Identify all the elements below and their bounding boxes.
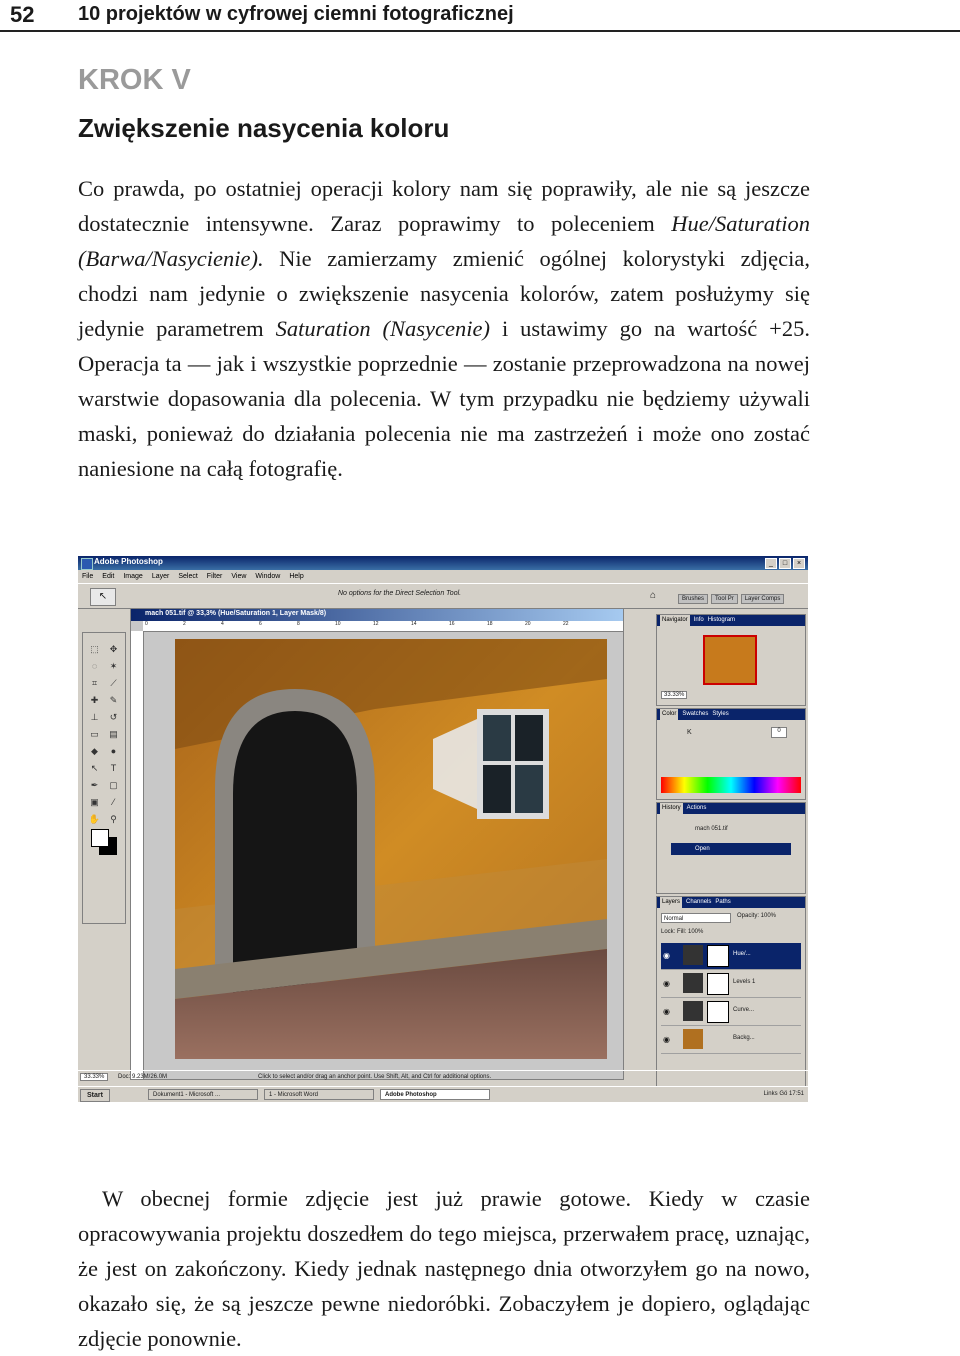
stamp-icon[interactable]: ⊥ (90, 712, 99, 722)
tab-color[interactable]: Color (660, 709, 678, 720)
tab-navigator[interactable]: Navigator (660, 615, 690, 626)
document-title: mach 051.tif @ 33,3% (Hue/Saturation 1, Layer Mask/8) (145, 610, 327, 617)
palette-well-icon[interactable]: ⌂ (650, 590, 657, 601)
color-channel-label: K (687, 729, 692, 736)
menu-image[interactable]: Image (123, 573, 143, 580)
ruler-mark: 10 (335, 621, 341, 627)
start-button[interactable]: Start (80, 1089, 110, 1102)
document-title-bar (131, 609, 623, 621)
dodge-icon[interactable]: ● (110, 746, 117, 756)
tab-channels[interactable]: Channels (686, 899, 712, 905)
page-number: 52 (10, 2, 35, 27)
tab-actions[interactable]: Actions (686, 805, 707, 811)
layer-name: Backg... (733, 1035, 755, 1041)
photoshop-screenshot (78, 556, 808, 1102)
type-icon[interactable]: T (110, 763, 117, 773)
move-icon[interactable]: ✥ (109, 644, 118, 654)
tab-info[interactable]: Info (693, 617, 704, 623)
history-snapshot[interactable]: mach 051.tif (695, 826, 728, 832)
magic-wand-icon[interactable]: ✶ (109, 661, 118, 671)
color-spectrum[interactable] (661, 777, 801, 793)
toolbox (82, 632, 126, 924)
layer-thumb (683, 1001, 703, 1021)
section-title: Zwiększenie nasycenia koloru (78, 113, 450, 143)
notes-icon[interactable]: ▣ (90, 797, 99, 807)
tab-histogram[interactable]: Histogram (707, 617, 736, 623)
horizontal-ruler (143, 621, 623, 632)
ruler-mark: 16 (449, 621, 455, 627)
menu-file[interactable]: File (82, 573, 94, 580)
layer-name: Hue/... (733, 951, 751, 957)
menu-filter[interactable]: Filter (206, 573, 223, 580)
color-panel (656, 708, 806, 800)
document-window (130, 608, 624, 1080)
page-header (0, 0, 960, 32)
minimize-icon[interactable]: _ (765, 558, 777, 569)
status-bar (78, 1070, 808, 1085)
shape-icon[interactable]: ▢ (109, 780, 118, 790)
menu-help[interactable]: Help (289, 573, 304, 580)
history-brush-icon[interactable]: ↺ (109, 712, 118, 722)
ruler-mark: 12 (373, 621, 379, 627)
options-bar (78, 583, 808, 609)
navigator-panel (656, 614, 806, 706)
windows-taskbar (78, 1086, 808, 1102)
ruler-mark: 8 (297, 621, 300, 627)
navigator-thumbnail[interactable] (703, 635, 757, 685)
marquee-icon[interactable]: ⬚ (90, 644, 99, 654)
body-paragraph-2: W obecnej formie zdjęcie jest już prawie gotowe. Kiedy w czasie opracowywania projektu doszedłem do tego miejsca, przerwałem pracę, uznając, że jest on zakończony. Kiedy jednak następnego dnia otworzyłem go na nowo, okazało się, że są jeszcze pewne niedoróbki. Zobaczyłem je dopiero, oglądając zdjęcie ponownie. (78, 1186, 810, 1351)
maximize-icon[interactable]: □ (779, 558, 791, 569)
tab-history[interactable]: History (660, 803, 683, 814)
crop-icon[interactable]: ⌗ (91, 678, 98, 688)
ruler-mark: 20 (525, 621, 531, 627)
layers-panel (656, 896, 806, 1093)
layer-thumb (683, 945, 703, 965)
vertical-ruler (131, 631, 144, 1079)
menu-bar (78, 570, 808, 583)
foreground-color-swatch[interactable] (91, 829, 109, 847)
ruler-mark: 4 (221, 621, 224, 627)
layer-name: Curve... (733, 1007, 755, 1013)
ruler-mark: 6 (259, 621, 262, 627)
app-title-bar (78, 556, 808, 570)
taskbar-item[interactable]: 1 - Microsoft Word (264, 1089, 374, 1100)
layer-mask-thumb (707, 945, 729, 967)
direct-selection-icon[interactable]: ↖ (90, 588, 116, 606)
healing-icon[interactable]: ✚ (90, 695, 99, 705)
eraser-icon[interactable]: ▭ (90, 729, 99, 739)
photoshop-logo-icon (81, 558, 93, 570)
app-title: Adobe Photoshop (94, 557, 163, 566)
ruler-mark: 0 (145, 621, 148, 627)
eye-icon[interactable]: ◉ (663, 951, 670, 960)
status-doc-size: Doc: 9.23M/26.0M (118, 1074, 168, 1080)
status-zoom[interactable]: 33.33% (80, 1073, 108, 1081)
layer-row[interactable] (661, 971, 801, 998)
status-hint: Click to select and/or drag an anchor point. Use Shift, Alt, and Ctrl for additional options. (258, 1074, 492, 1080)
menu-layer[interactable]: Layer (151, 573, 170, 580)
layer-thumb (683, 973, 703, 993)
running-title: 10 projektów w cyfrowej ciemni fotograficznej (78, 3, 514, 25)
options-message: No options for the Direct Selection Tool. (338, 590, 462, 597)
menu-view[interactable]: View (231, 573, 247, 580)
eye-icon[interactable]: ◉ (663, 1035, 670, 1044)
tab-styles[interactable]: Styles (712, 711, 729, 717)
pen-icon[interactable]: ✒ (90, 780, 99, 790)
slice-icon[interactable]: ⟋ (110, 678, 117, 688)
system-tray: Links Gö 17:51 (763, 1091, 804, 1097)
document-photo[interactable] (175, 639, 607, 1059)
tab-layers[interactable]: Layers (660, 897, 682, 908)
gradient-icon[interactable]: ▤ (109, 729, 118, 739)
step-label: KROK V (78, 64, 191, 96)
tab-swatches[interactable]: Swatches (682, 711, 709, 717)
close-icon[interactable]: × (793, 558, 805, 569)
layer-thumb (683, 1029, 703, 1049)
header-rule (0, 30, 960, 32)
layer-row[interactable] (661, 1027, 801, 1054)
eye-icon[interactable]: ◉ (663, 979, 670, 988)
tab-layer-comps[interactable]: Layer Comps (741, 594, 785, 604)
history-panel (656, 802, 806, 894)
ruler-mark: 22 (563, 621, 569, 627)
blur-icon[interactable]: ◆ (91, 746, 98, 756)
taskbar-item[interactable]: Adobe Photoshop (380, 1089, 490, 1100)
color-value-field[interactable]: 0 (771, 727, 787, 738)
layer-row[interactable] (661, 999, 801, 1026)
layer-name: Levels 1 (733, 979, 756, 985)
menu-window[interactable]: Window (255, 573, 281, 580)
tab-brushes[interactable]: Brushes (678, 594, 708, 604)
hand-icon[interactable]: ✋ (88, 814, 101, 824)
eyedropper-icon[interactable]: ⁄ (112, 797, 115, 807)
tab-tool-presets[interactable]: Tool Pr (711, 594, 738, 604)
brush-icon[interactable]: ✎ (109, 695, 118, 705)
layer-mask-thumb (707, 1001, 729, 1023)
ruler-mark: 14 (411, 621, 417, 627)
ruler-mark: 18 (487, 621, 493, 627)
layer-row[interactable] (661, 943, 801, 970)
zoom-icon[interactable]: ⚲ (110, 814, 117, 824)
eye-icon[interactable]: ◉ (663, 1007, 670, 1016)
opacity-field[interactable]: Opacity: 100% (737, 913, 777, 919)
blend-mode-select[interactable]: Normal (661, 913, 731, 923)
navigator-zoom[interactable]: 33.33% (661, 691, 687, 699)
body-paragraph-1: Co prawda, po ostatniej operacji kolory nam się poprawiły, ale nie są jeszcze dostatecznie intensywne. Zaraz poprawimy to poleceniem Hue/Saturation (Barwa/Nasycienie). Nie zamierzamy zmienić ogólnej kolorystyki zdjęcia, chodzi nam jedynie o zwiększenie nasycenia kolorów, zatem posłużymy się jedynie parametrem Saturation (Nasycenie) i ustawimy go na wartość +25. Operacja ta — jak i wszystkie poprzednie — zostanie przeprowadzona na nowej warstwie dopasowania dla polecenia. W tym przypadku nie będziemy używali maski, ponieważ do działania polecenia nie ma zastrzeżeń i może ono zostać naniesione na całą fotografię. (78, 176, 810, 481)
taskbar-item[interactable]: Dokument1 - Microsoft ... (148, 1089, 258, 1100)
path-select-icon[interactable]: ↖ (90, 763, 99, 773)
ruler-mark: 2 (183, 621, 186, 627)
menu-select[interactable]: Select (178, 573, 198, 580)
history-state-open[interactable]: Open (671, 843, 791, 855)
lock-fill-row[interactable]: Lock: Fill: 100% (661, 929, 704, 935)
tab-paths[interactable]: Paths (715, 899, 731, 905)
lasso-icon[interactable]: ◌ (91, 661, 98, 671)
layer-mask-thumb (707, 973, 729, 995)
menu-edit[interactable]: Edit (102, 573, 115, 580)
